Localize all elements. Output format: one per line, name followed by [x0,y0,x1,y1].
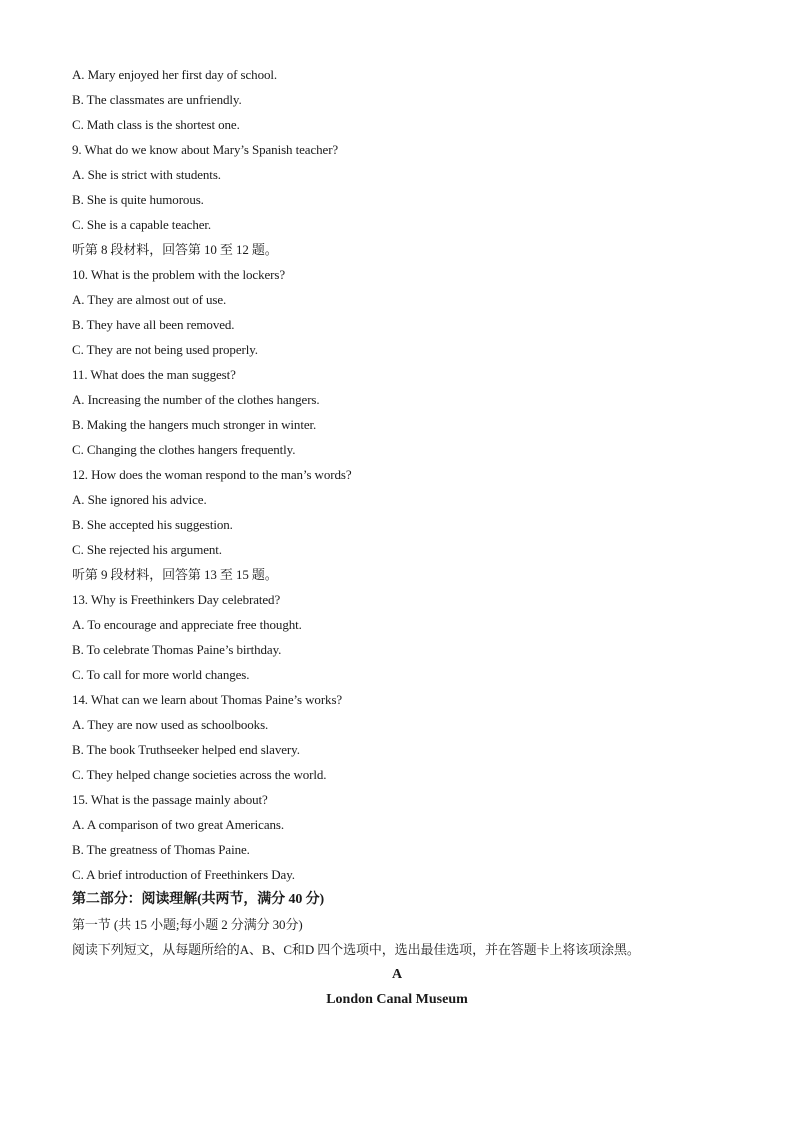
text-line: C. They helped change societies across the world. [72,767,327,782]
passage-title: London Canal Museum [326,992,468,1007]
text-line: A. Mary enjoyed her first day of school. [72,67,278,82]
passage-letter: A [391,967,403,982]
subsection-heading: 第一节 (共 15 小题;每小题 2 分满分 30分) [72,917,303,932]
text-line: B. They have all been removed. [72,317,235,332]
text-line: A. She is strict with students. [72,167,221,182]
question-line: 11. What does the man suggest? [72,367,236,382]
question-line: 9. What do we know about Mary’s Spanish teacher? [72,142,339,157]
text-line: C. Math class is the shortest one. [72,117,240,132]
listening-instruction: 听第 9 段材料，回答第 13 至 15 题。 [72,567,278,582]
text-line: A. They are now used as schoolbooks. [72,717,269,732]
text-line: B. The classmates are unfriendly. [72,92,242,107]
text-line: B. The greatness of Thomas Paine. [72,842,250,857]
text-line: A. She ignored his advice. [72,492,207,507]
text-line: C. Changing the clothes hangers frequently. [72,442,296,457]
text-line: A. They are almost out of use. [72,292,227,307]
text-line: B. She is quite humorous. [72,192,204,207]
text-line: C. She rejected his argument. [72,542,222,557]
listening-instruction: 听第 8 段材料，回答第 10 至 12 题。 [72,242,278,257]
question-line: 12. How does the woman respond to the man’s words? [72,467,352,482]
section-heading: 第二部分：阅读理解(共两节，满分 40 分) [72,892,325,907]
text-line: A. To encourage and appreciate free thought. [72,617,302,632]
text-line: C. A brief introduction of Freethinkers Day. [72,867,295,882]
question-line: 15. What is the passage mainly about? [72,792,268,807]
text-line: C. They are not being used properly. [72,342,258,357]
reading-instruction: 阅读下列短文，从每题所给的A、B、C和D 四个选项中，选出最佳选项，并在答题卡上将该项涂黑。 [72,942,640,957]
text-line: B. To celebrate Thomas Paine’s birthday. [72,642,282,657]
text-line: B. Making the hangers much stronger in winter. [72,417,317,432]
text-line: B. The book Truthseeker helped end slavery. [72,742,300,757]
text-line: C. She is a capable teacher. [72,217,212,232]
text-line: A. A comparison of two great Americans. [72,817,284,832]
question-line: 10. What is the problem with the lockers? [72,267,285,282]
question-line: 14. What can we learn about Thomas Paine’s works? [72,692,343,707]
content-lines [72,62,732,962]
text-line: C. To call for more world changes. [72,667,250,682]
question-line: 13. Why is Freethinkers Day celebrated? [72,592,281,607]
text-line: B. She accepted his suggestion. [72,517,233,532]
text-line: A. Increasing the number of the clothes hangers. [72,392,320,407]
